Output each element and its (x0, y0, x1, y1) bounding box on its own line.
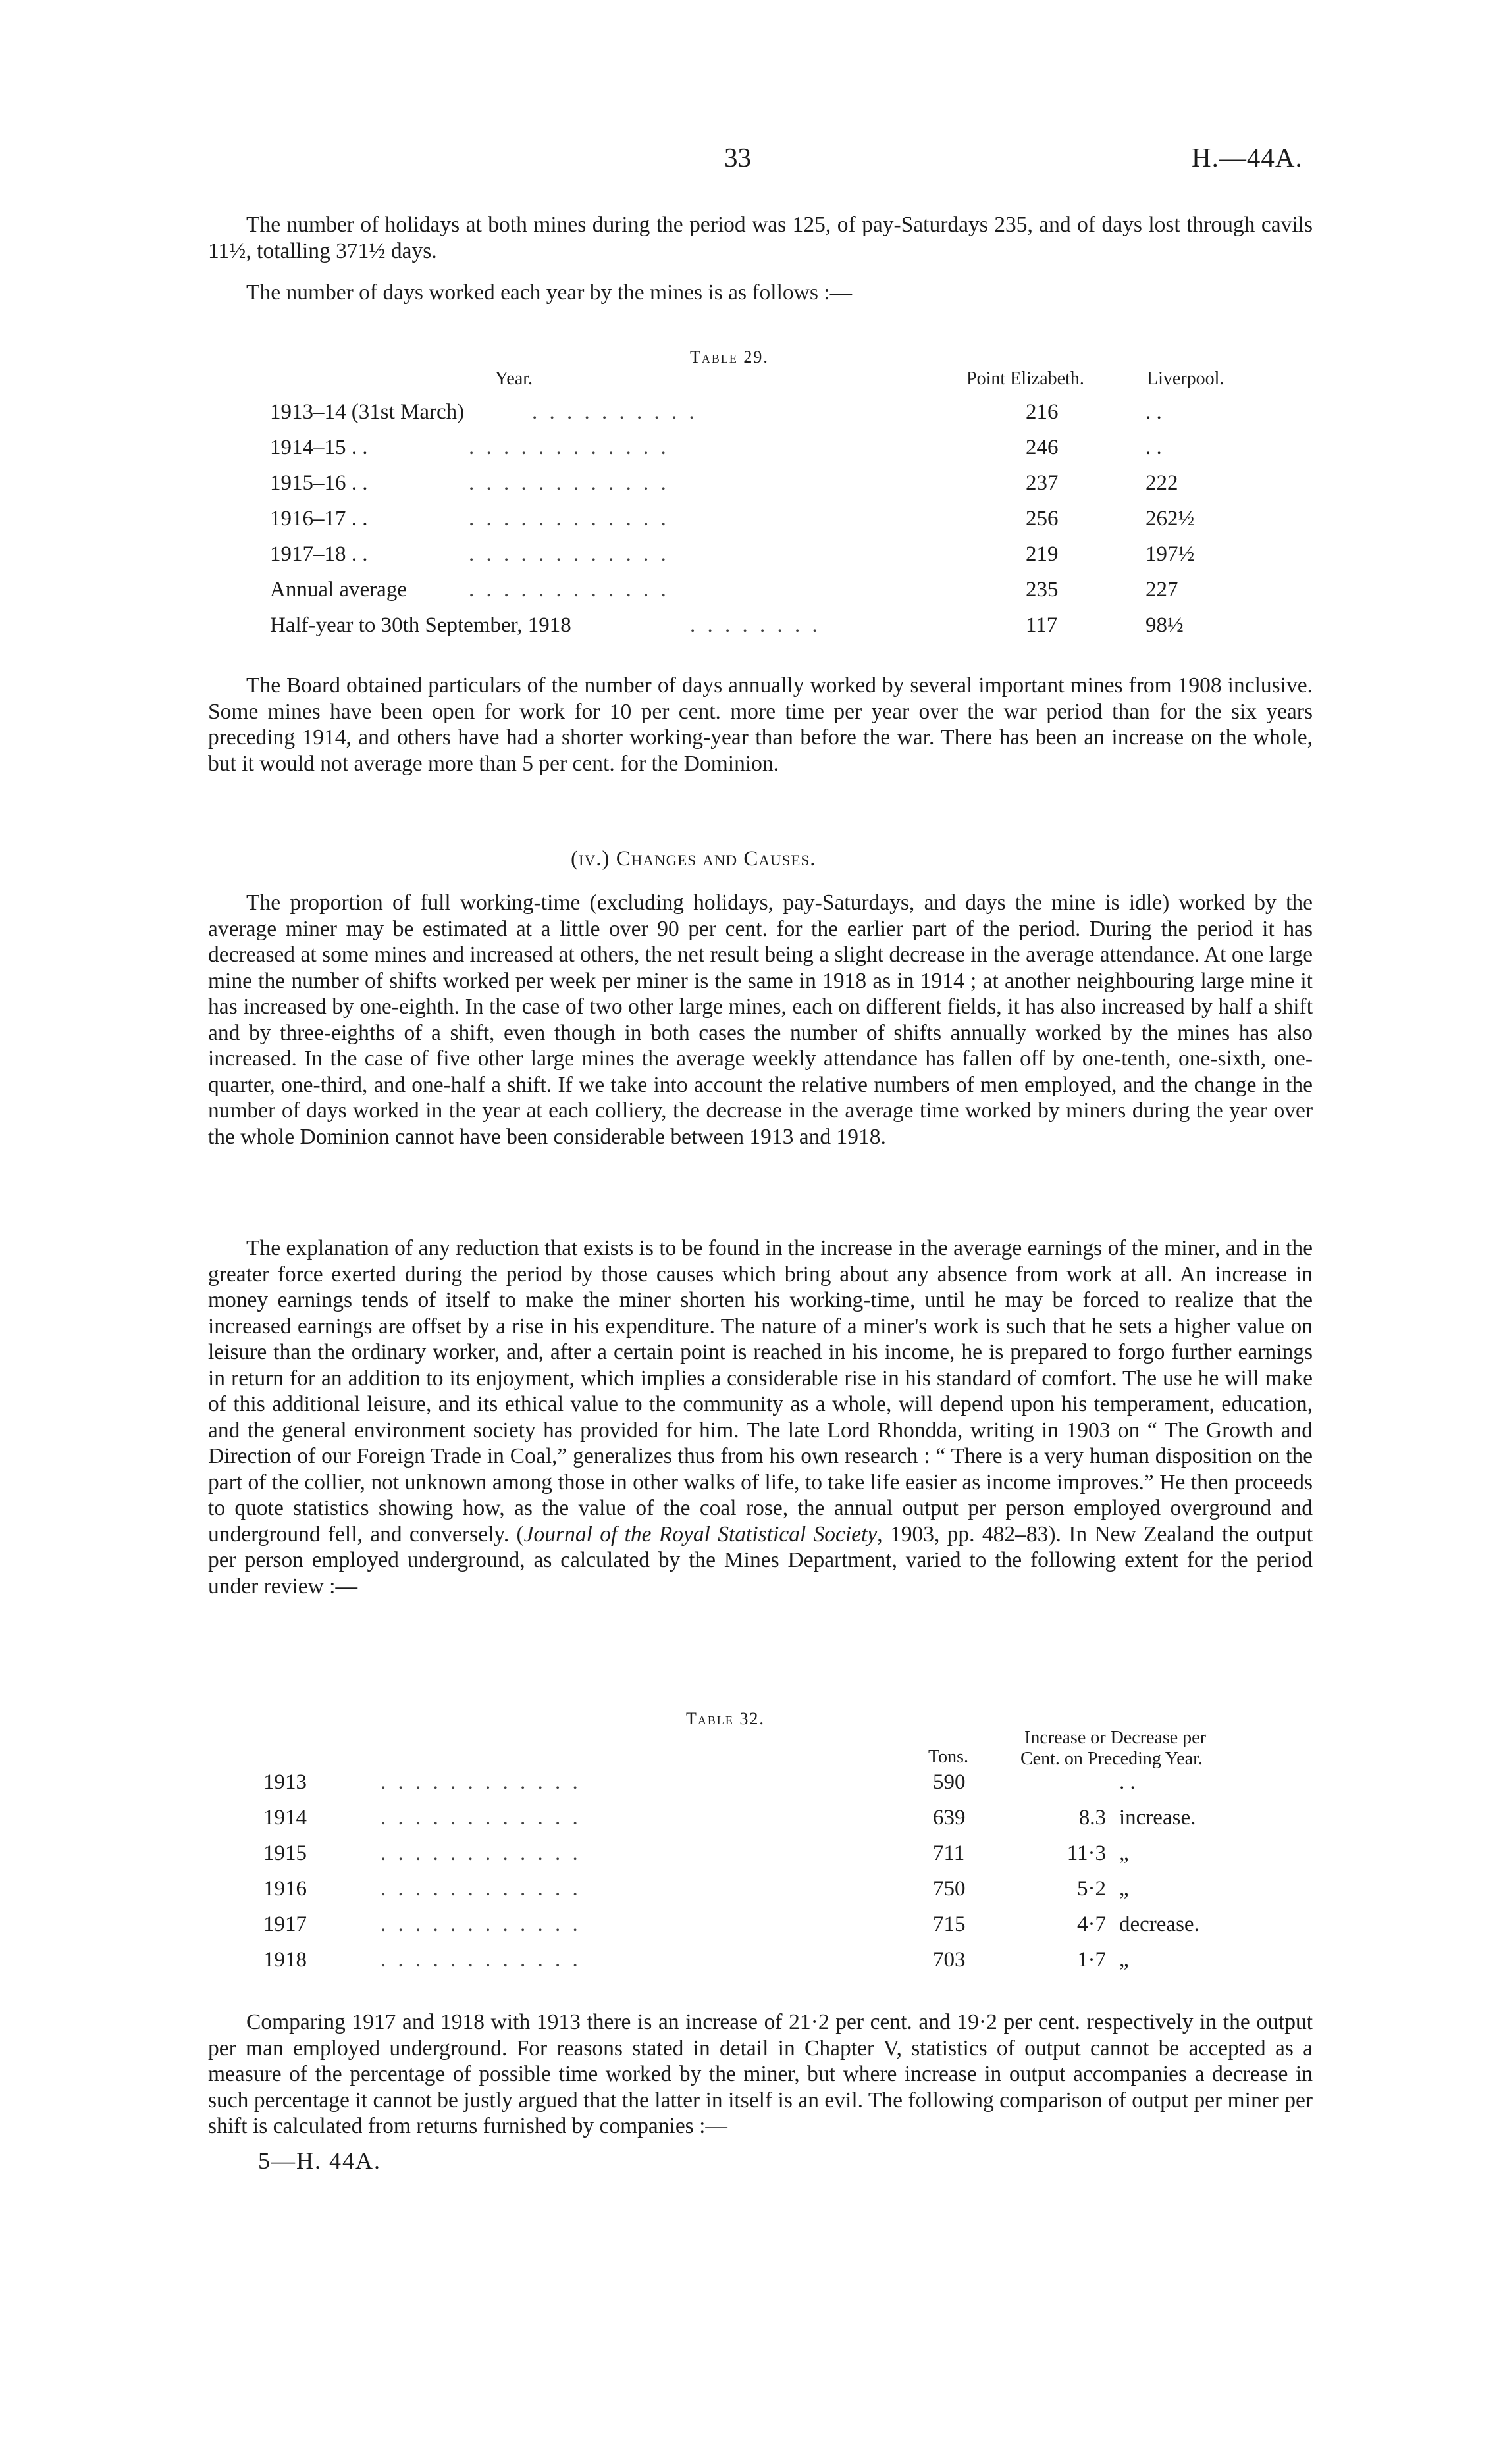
point-elizabeth-days: 117 (1026, 613, 1058, 637)
point-elizabeth-days: 219 (1026, 542, 1059, 566)
point-elizabeth-days: 237 (1026, 471, 1059, 495)
point-elizabeth-days: 246 (1026, 436, 1059, 459)
leader-dots: . . . . . . . . . . . . (381, 1877, 581, 1901)
paragraph-holidays: The number of holidays at both mines during the period was 125, of pay-Saturdays 235, and of days lost through cavils 11½, totalling 371½ days. (208, 213, 1313, 263)
paragraph-board-particulars: The Board obtained particulars of the number of days annually worked by several important mines from 1908 inclusive. Some mines have been open for work for 10 per cent. more time per year over the war period than for the six years preceding 1914, and others have had a shorter working-year than before the war. There has been an increase on the whole, but it would not average more than 5 per cent. for the Dominion. (208, 673, 1313, 776)
leader-dots: . . . . . . . . . . . . (381, 1948, 581, 1972)
row-year: 1916 (263, 1877, 307, 1901)
tons-value: 703 (933, 1948, 966, 1972)
table-row (0, 436, 1501, 467)
table-29-title: Table 29. (690, 347, 769, 367)
leader-dots: . . . . . . . . . . . . (381, 1912, 581, 1936)
point-elizabeth-days: 235 (1026, 578, 1059, 602)
percent-change: 1·7 (1077, 1948, 1106, 1972)
table-29-col-point-elizabeth: Point Elizabeth. (966, 369, 1084, 389)
percent-change: 8.3 (1078, 1806, 1106, 1830)
table-row (0, 400, 1501, 432)
document-reference: H.—44A. (1192, 142, 1303, 172)
paragraph-explanation (208, 1235, 1313, 1599)
leader-dots: . . . . . . . . (690, 613, 821, 637)
change-direction: „ (1119, 1841, 1129, 1865)
liverpool-days: . . (1146, 436, 1162, 459)
table-29-col-liverpool: Liverpool. (1147, 369, 1224, 389)
row-year: 1913 (263, 1770, 307, 1794)
row-label: Half-year to 30th September, 1918 (270, 613, 571, 637)
point-elizabeth-days: 216 (1026, 400, 1059, 424)
row-label: Annual average (270, 578, 407, 602)
leader-dots: . . . . . . . . . . (532, 400, 698, 424)
paragraph-comparison: Comparing 1917 and 1918 with 1913 there is an increase of 21·2 per cent. and 19·2 per cent. respectively in the output per man employed underground. For reasons stated in detail in Chapter V, statistics of output cannot be accepted as a measure of the percentage of possible time worked by the miner, but where increase in output accompanies a decrease in such percentage it cannot be justly argued that the latter in itself is an evil. The following comparison of output per miner per shift is calculated from returns furnished by companies :— (208, 2010, 1313, 2138)
explanation-text-b: , 1903, pp. 482–83). In New Zealand the output per person employed underground, as calculated by the Mines Department, varied to the following extent for the period under review :— (208, 1522, 1313, 1599)
change-direction: „ (1119, 1877, 1129, 1901)
table-row (0, 613, 1501, 645)
section-heading: (iv.) Changes and Causes. (571, 847, 816, 871)
change-direction: increase. (1119, 1806, 1196, 1830)
row-label: 1917–18 . . (270, 542, 368, 566)
leader-dots: . . . . . . . . . . . . (469, 542, 670, 566)
point-elizabeth-days: 256 (1026, 507, 1059, 530)
liverpool-days: 222 (1146, 471, 1178, 495)
row-year: 1917 (263, 1912, 307, 1936)
table-row (0, 1877, 1501, 1909)
table-row (0, 1806, 1501, 1837)
journal-citation: Journal of the Royal Statistical Society (523, 1522, 878, 1547)
liverpool-days: 197½ (1146, 542, 1195, 566)
table-row (0, 1770, 1501, 1802)
leader-dots: . . . . . . . . . . . . (469, 436, 670, 459)
leader-dots: . . . . . . . . . . . . (381, 1770, 581, 1794)
leader-dots: . . . . . . . . . . . . (469, 578, 670, 602)
paragraph-days-worked-intro: The number of days worked each year by the mines is as follows :— (246, 280, 853, 305)
tons-value: 590 (933, 1770, 966, 1794)
change-direction: . . (1119, 1770, 1136, 1794)
liverpool-days: 98½ (1146, 613, 1184, 637)
table-29-col-year: Year. (495, 369, 533, 389)
table-row (0, 507, 1501, 538)
table-32-col-change-line1: Increase or Decrease per (1024, 1728, 1206, 1748)
table-32-title: Table 32. (686, 1709, 765, 1728)
footer-signature: 5—H. 44A. (258, 2147, 381, 2174)
leader-dots: . . . . . . . . . . . . (381, 1806, 581, 1830)
row-year: 1915 (263, 1841, 307, 1865)
tons-value: 750 (933, 1877, 966, 1901)
percent-change: 5·2 (1077, 1877, 1106, 1901)
row-label: 1913–14 (31st March) (270, 400, 465, 424)
row-year: 1914 (263, 1806, 307, 1830)
table-row (0, 1912, 1501, 1944)
table-32-col-change-line2: Cent. on Preceding Year. (1020, 1749, 1203, 1769)
table-row (0, 1841, 1501, 1873)
tons-value: 639 (933, 1806, 966, 1830)
liverpool-days: 227 (1146, 578, 1178, 602)
leader-dots: . . . . . . . . . . . . (469, 507, 670, 530)
row-label: 1914–15 . . (270, 436, 368, 459)
table-row (0, 578, 1501, 609)
row-year: 1918 (263, 1948, 307, 1972)
tons-value: 711 (933, 1841, 965, 1865)
table-row (0, 471, 1501, 503)
paragraph-proportion-working-time: The proportion of full working-time (excluding holidays, pay-Saturdays, and days the mine is idle) worked by the average miner may be estimated at a little over 90 per cent. for the earlier part of the period. During the period it has decreased at some mines and increased at others, the net result being a slight decrease in the average attendance. At one large mine the number of shifts worked per week per miner is the same in 1918 as in 1914 ; at another neighbouring large mine it has increased by one-eighth. In the case of two other large mines, each on different fields, it has also increased by half a shift and by three-eighths of a shift, even though in both cases the number of shifts annually worked by the mines has also increased. In the case of five other large mines the average weekly attendance has fallen off by one-tenth, one-sixth, one-quarter, one-third, and one-half a shift. If we take into account the relative numbers of men employed, and the change in the number of days worked in the year at each colliery, the decrease in the average time worked by miners during the year over the whole Dominion cannot have been considerable between 1913 and 1918. (208, 890, 1313, 1149)
leader-dots: . . . . . . . . . . . . (469, 471, 670, 495)
table-row (0, 1948, 1501, 1980)
row-label: 1915–16 . . (270, 471, 368, 495)
liverpool-days: 262½ (1146, 507, 1195, 530)
tons-value: 715 (933, 1912, 966, 1936)
leader-dots: . . . . . . . . . . . . (381, 1841, 581, 1865)
change-direction: „ (1119, 1948, 1129, 1972)
liverpool-days: . . (1146, 400, 1162, 424)
percent-change: 11·3 (1066, 1841, 1106, 1865)
change-direction: decrease. (1119, 1912, 1199, 1936)
table-row (0, 542, 1501, 574)
table-32-col-tons: Tons. (928, 1747, 969, 1767)
percent-change: 4·7 (1077, 1912, 1106, 1936)
row-label: 1916–17 . . (270, 507, 368, 530)
page-number: 33 (724, 142, 751, 172)
explanation-text-a: The explanation of any reduction that exists is to be found in the increase in the average earnings of the miner, and in the greater force exerted during the period by those causes which bring about any absence from work at all. An increase in money earnings tends of itself to make the miner shorten his working-time, until he may be forced to realize that the increased earnings are offset by a rise in his expenditure. The nature of a miner's work is such that he sets a higher value on leisure than the ordinary worker, and, after a certain point is reached in his income, he is prepared to forgo further earnings in return for an addition to its enjoyment, which implies a considerable rise in his standard of comfort. The use he will make of this additional leisure, and its ethical value to the community as a whole, will depend upon his temperament, education, and the general environment society has provided for him. The late Lord Rhondda, writing in 1903 on “ The Growth and Direction of our Foreign Trade in Coal,” generalizes thus from his own research : “ There is a very human disposition on the part of the collier, not unknown among those in other walks of life, to take life easier as income improves.” He then proceeds to quote statistics showing how, as the value of the coal rose, the annual output per person employed overground and underground fell, and conversely. ( (208, 1236, 1313, 1547)
